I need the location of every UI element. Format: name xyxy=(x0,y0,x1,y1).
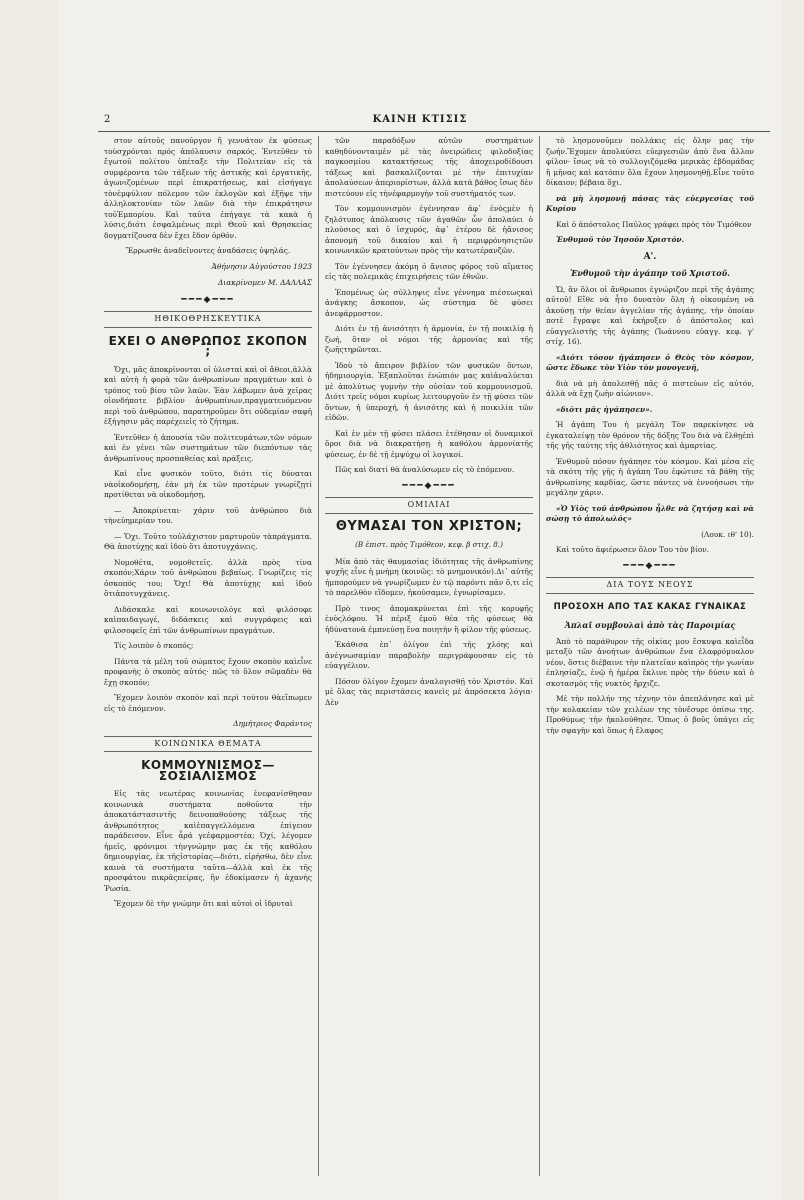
article-paragraph: Ἐπομένως ὡς σύλληψις εἶνε γέννημα πιέσεωςκαὶ ἀνάγκης ἄσκοπον, ὡς σύστημα δὲ φύσει ἀνεφάρμοστον. xyxy=(325,287,533,318)
article-paragraph: Νομοθέτα, νομοθετεῖς. ἀλλὰ πρὸς τίνα σκοπόν;Χάριν τοῦ ἀνθρώπου βεβαίως. Γνωρίζεις τίς ὁσκοπός του; Ὄχι! Θὰ ἀποτύχῃς καὶ ἰδοὺ ὅτιἀποτυγχάνεις. xyxy=(104,557,312,598)
article-headline: ΘΥΜΑΣΑΙ ΤΟΝ ΧΡΙΣΤΟΝ; xyxy=(335,518,523,534)
article-paragraph: Πῶς καὶ διατί θὰ ἀναλύσωμεν εἰς τὸ ἑπόμενον. xyxy=(335,465,515,474)
column-divider xyxy=(539,136,540,1176)
signature: Διακρίνομεν Μ. ΔΑΛΛΑΣ xyxy=(217,278,312,287)
article-paragraph: Ἔχομεν δὲ τὴν γνώμην ὅτι καὶ αὐτοὶ οἱ ἱδρυταὶ xyxy=(114,899,293,908)
article-paragraph: — Ὄχι. Τοῦτο τοὐλάχιστον μαρτυροῦν τὰπράγματα. Θὰ ἀποτύχῃς καὶ ἰδοὺ ὅτι ἀποτυγχάνεις. xyxy=(104,531,312,551)
running-header xyxy=(70,112,770,130)
scripture-reference: (Β ἐπιστ. πρὸς Τιμόθεον, κεφ. β στιχ. 8.) xyxy=(355,540,503,549)
ornament-divider: ━━━◆━━━ xyxy=(181,294,235,305)
emphasized-line: «Ὁ Υἱὸς τοῦ ἀνθρώπου ἦλθε νὰ ζητήσῃ καὶ νὰ σώσῃ τὸ ἀπολωλός» xyxy=(546,503,754,523)
article-paragraph: στον αὐτοῦς πανοῦργον ἤ γεννάτον ἐκ φύσεως τοὺσχρόνται πρός ἀπόλαυσιν σαρκός. Ἐντεῦθεν τὸ ἔγωτοῦ πολίτου ὑπέταξε τὴν Πολιτείαν εἰς τὰ συμφέροντα τῶν τάξεων τῆς ἀστικῆς καὶ ἐργατικῆς, ἀγωνιζομένων περὶ ἐπικρατήσεως, καὶ εἰσήγαγε τὸνἐμφύλιον πόλεμον τῶν ἐκλογῶν καὶ ἐξῆψε τὴν ἀλληλοκτονίαν τῶν λαῶν διὰ τὴν ἐπικράτησιν τοῦἘμπορίου. Καὶ ταῦτα ἐπήγαγε τὰ κακὰ ἡ λύσις,διότι ἐσφαλμένως περὶ Θεοῦ καὶ Θρησκείας δογματίζουσα δὲν ἔχει ἔδον ὀρθόν. xyxy=(104,136,312,240)
article-paragraph: Καὶ ὁ ἀπόστολος Παῦλος γράφει πρὸς τὸν Τιμόθεον xyxy=(556,219,752,229)
column-2 xyxy=(325,136,533,713)
article-paragraph: Ἐνθυμοῦ πόσον ἠγάπησε τὸν κόσμον. Καὶ μέσα εἰς τὰ σκότη τῆς γῆς ἡ ἀγάπη Του ἐφώτισε τὰ βάθη τῆς ἀνθρωπίνης καρδίας, ὥστε πάντες νὰ ἐννοήσωσι τὴν μεγάλην χάριν. xyxy=(546,456,754,497)
column-1 xyxy=(104,136,312,915)
article-paragraph: τὸ λησμονοῦμεν πολλάκις εἰς ὅλην μας τὴν ζωήν.Ἔχομεν ἀπολαύσει εὐεργεσιῶν ἀπὸ ἕνα ἄλλον φίλον· ἴσως νὰ τὸ συλλογιζόμεθα μερικὰς ἑβδομάδας ἢ μῆνας καὶ κατόπιν ὅλα ἔχουν λησμονηθῇ.Εἶνε τοῦτο δίκαιον; βέβαια ὄχι. xyxy=(546,136,754,187)
emphasized-line: «διότι μᾶς ἠγάπησεν». xyxy=(556,404,653,414)
article-headline: ΕΧΕΙ Ο ΑΝΘΡΩΠΟΣ ΣΚΟΠΟΝ ; xyxy=(108,333,308,358)
dateline: Ἀθήνησιν Αὐγούστου 1923 xyxy=(211,261,312,271)
article-paragraph: Ἡ ἀγάπη Του ἡ μεγάλη Τὸν παρεκίνησε νὰ ἐγκαταλείψῃ τὸν θρόνον τῆς δόξης Του διὰ νὰ ἔλθῃἐπὶ τῆς γῆς ταύτης τῆς ἀθλιότητος καὶ ἁμαρτίας. xyxy=(546,420,754,450)
scripture-reference: (Λουκ. ιθ' 10). xyxy=(701,529,754,539)
column-3 xyxy=(546,136,754,741)
article-paragraph: — Ἀποκρίνεται· χάριν τοῦ ἀνθρώπου διὰ τὴνεὐημερίαν του. xyxy=(104,505,312,525)
subheading: Ἁπλαῖ συμβουλαὶ ἀπὸ τὰς Παροιμίας xyxy=(564,620,736,630)
article-paragraph: Ἀπὸ τὸ παράθυρον τῆς οἰκίας μου ἔσκυψα καὶεἶδα μεταξὺ τῶν ἀνοήτων ἀνθρώπων ἕνα ἐλαφρόμυαλον νέον, ὅστις διέβαινε τὴν πλατεῖαν καὶπρὸς τὴν γωνίαν ἐπλησίαζε, ἐνῷ ἡ ἡμέρα ἔκλινε πρὸς τὴν δύσιν καὶ ὁ σκοτασμὸς τῆς νυκτὸς ἤρχιζε. xyxy=(546,636,754,688)
article-paragraph: Καὶ εἶνε φυσικὸν τοῦτο, διότι τίς δύναται νὰοἰκοδομήσῃ, ἐὰν μὴ ἐκ τῶν προτέρων γνωρίζῃτί προτίθεται νὰ οἰκοδομήσῃ. xyxy=(104,469,312,499)
article-paragraph: Καὶ τοῦτο ἀφιέρωσεν ὅλον Του τὸν βίον. xyxy=(556,545,710,554)
emphasized-line: νὰ μὴ λησμονῇ πάσας τὰς εὐεργεσίας τοῦ Κυρίου xyxy=(546,193,754,213)
article-paragraph: Ἐντεῦθεν ἡ ἀπουσία τῶν πολιτευμάτων,τῶν νόμων καὶ ἐν γένει τῶν συστημάτων τῶν διεπόντων τὰς ἀνθρωπίνους προσπαθείας καὶ πράξεις. xyxy=(104,432,312,463)
article-paragraph: Μὲ τὴν πολλήν της τέχνην τὸν ἀπεπλάνησε καὶ μὲ τὴν κολακείαν τῶν χειλέων της τὸνἔσυρε ὀπίσω της. Προθύμως τὴν ἠκολούθησε. Ὅπως ὁ βοῦς ὑπάγει εἰς τὴν σφαγὴν καὶ ὅπως ἡ ἔλαφος xyxy=(546,694,754,735)
article-paragraph: Ἐκάθισα ἐπ᾿ ὀλίγον ἐπὶ τῆς χλόης καὶ ἀνέγνωσαμίαν παραβολὴν περιγράφουσαν εἰς τὸ εὐαγγέλιον. xyxy=(325,640,533,670)
section-heading: ΟΜΙΛΙΑΙ xyxy=(325,497,533,514)
article-paragraph: Εἰς τὰς νεωτέρας κοινωνίας ἐνεφανίσθησαν κοινωνικὰ συστήματα ποθοῦντα τὴν ἀποκατάστασιντῆς δεινοπαθούσης τάξεως τῆς ἀνθρωπότητος καὶἐπαγγελλόμενα ἐπίγειον παράδεισον. Εἶνε ἆρά γεἐφαρμοστέα; Ὀχί, λέγομεν ἡμεῖς, φρόνιμοι τὴνγνώμην μας ἐκ τῆς καθόλου δημιουργίας, ἐκ τῆςἱστορίας—διότι, εἰρήσθω, δὲν εἶνε καινὰ τὰ συστήματα ταῦτα—ἀλλὰ καὶ ἐκ τῆς προσφάτου πικρᾶςπείρας, ἣν ἐδοκίμασεν ἡ ἀχανὴς Ῥωσία. xyxy=(104,789,312,893)
article-paragraph: Τίς λοιπὸν ὁ σκοπός; xyxy=(114,641,194,650)
article-paragraph: Πόσον ὀλίγον ἔχομεν ἀναλογισθῇ τὸν Χριστόν. Καὶ μὲ ὅλας τὰς περιστάσεις κανεὶς μὲ ἀπρόσεκτα λόγια· Δὲν xyxy=(325,676,533,707)
ornament-divider: ━━━◆━━━ xyxy=(402,480,456,491)
article-paragraph: Μία ἀπὸ τὰς θαυμασίας ἰδιότητας τῆς ἀνθρωπίνης ψυχῆς εἶνε ἡ μνήμη (κοινῶς: τὸ μνημονικόν).Δι᾿ αὐτῆς ἠμπορούμεν νὰ γνωρίζωμεν ἐν τῷ παρόντι πᾶν ὅ,τι εἰς τὸ παρελθὸν εἴδομεν, ἠκούσαμεν, ἐγνωρίσαμεν. xyxy=(325,556,533,597)
article-paragraph: Πρὸ τινος ἀπομακρύνεται ἐπὶ τῆς κορυφῆς ἑνὸςλόφου. Ἡ πέριξ ἐμοῦ θέα τῆς φύσεως θὰ ἠδύνατονὰ ἐμπνεύσῃ ἕνα ποιητὴν ἢ φίλον τῆς φύσεως. xyxy=(325,603,533,634)
subheading: Ἐνθυμοῦ τὴν ἀγάπην τοῦ Χριστοῦ. xyxy=(570,268,730,278)
article-paragraph: διὰ νὰ μὴ ἀπολεσθῇ πᾶς ὁ πιστεύων εἰς αὐτόν, ἀλλὰ νὰ ἔχῃ ζωὴν αἰώνιον». xyxy=(546,378,754,398)
article-paragraph: Ὄχι, μᾶς ἀποκρίνονται οἱ ὑλισταὶ καὶ οἱ ἄθεοι,ἀλλὰ καὶ αὐτὴ ἡ φορὰ τῶν ἀνθρωπίνων πραγμάτων καὶ ὁ τρόπος τοῦ βίου τῶν λαῶν. Ἐὰν λάβωμεν ἀνὰ χεῖρας οἱονδήποτε βιβλίον ἀνθρωπίνων,πραγματευόμενον περὶ τοῦ ἀνθρώπου, παρατηροῦμεν ὅτι οὐδεμίαν σαφῆ ἐξήγησιν μᾶς παρέχειεἰς τὸ ζήτημα. xyxy=(104,364,312,426)
page-number: 2 xyxy=(104,114,112,125)
section-heading: ΚΟΙΝΩΝΙΚΑ ΘΕΜΑΤΑ xyxy=(104,736,312,753)
article-paragraph: τῶν παραδόξων αὐτῶν συστημάτων καθηδύνονταιμὲν μὲ τὰς ὀνειρώδεις φιλοδοξίας παγκοσμίου κατακτήσεως τῆς ἀποχειροδίδουσι τάξεως καὶ βασκαλίζονται μὲ τὴν ἐπιτυχίαν ἀπολαύσεων ἀπεριορίστων, ἀλλὰ κατὰ βάθος ἴσως δὲν πιστεύουν εἰς τὴνἐφαρμογὴν τοῦ συστήματός των. xyxy=(325,136,533,198)
article-headline: ΠΡΟΣΟΧΗ ΑΠΟ ΤΑΣ ΚΑΚΑΣ ΓΥΝΑΙΚΑΣ xyxy=(553,601,747,612)
section-numeral: Α'. xyxy=(643,251,657,262)
article-paragraph: Καὶ ἐν μὲν τῇ φύσει πλάσει ἐτέθησαν οἱ δυναμικοὶ ὅροι διὰ νὰ διακρατήσῃ ἡ καθόλου ἁρμονίατῆς φύσεως, ἐν δὲ τῇ ἐμψύχῳ οἱ λογικοί. xyxy=(325,428,533,459)
ornament-divider: ━━━◆━━━ xyxy=(623,560,677,571)
column-divider xyxy=(318,136,319,1176)
article-paragraph: Ἔχομεν λοιπὸν σκοπὸν καὶ περὶ τούτου θὰεἴπωμεν εἰς τὸ ἑπόμενον. xyxy=(104,693,312,713)
article-paragraph: Πάντα τὰ μέλη τοῦ σώματος ἔχουν σκοπὸν καὶεἶνε προφανὴς ὁ σκοπὸς αὐτός· πῶς τὸ ὅλον σῶμαδὲν θὰ ἔχῃ σκοπόν; xyxy=(104,656,312,687)
article-paragraph: Ἰδοὺ τὸ ἄπειρον βιβλίον τῶν φυσικῶν ὄντων, ἡδημιουργία. Ἐξαπλοῦται ἐνώπιόν μας καὶἀναλύεται μὲ ἀπολύτως γυμνὴν τὴν οὐσίαν τοῦ κομμουνισμοῦ. Διότι τρεῖς νόμοι κυρίως λειτουργοῦν ἐν τῇ φύσει τῶν ὄντων, ἡ ὑπεροχή, ἡ ἀνισότης καὶ ἡ ποικιλία τῶν εἰδῶν. xyxy=(325,360,533,422)
article-paragraph: Τὸν κομμουνισμὸν ἐγέννησαν ἀφ᾿ ἑνὸςμὲν ἡ ζηλότυπος ἀπόλαυσις τῶν ἀγαθῶν ὧν ἀπολαύει ὁ πλούσιος καὶ ὁ ἰσχυρός, ἀφ᾿ ἑτέρου δὲ ἡἄνισος ἀπονομὴ τοῦ δικαίου καὶ ἡ περιφρόνησιςτῶν κοινωνικῶν κρατούντων πρὸς τὴν κατωτέρανζῶν. xyxy=(325,204,533,255)
emphasized-line: Ἐνθυμοῦ τὸν Ἰησοῦν Χριστόν. xyxy=(556,235,685,244)
header-rule xyxy=(98,131,770,132)
emphasized-line: «Διότι τόσον ἠγάπησεν ὁ Θεὸς τὸν κόσμον, ὥστε ἔδωκε τὸν Υἱὸν τὸν μονογενῆ, xyxy=(546,352,754,372)
article-paragraph: Διδάσκαλε καὶ κοινωνιολόγε καὶ φιλόσοφε καὶπαιδαγωγέ, διδάσκεις καὶ συγγράφεις καὶ φιλοσοφεῖς ἐπὶ τῶν ἀνθρωπίνων πραγμάτων. xyxy=(104,604,312,635)
signature: Δημήτριος Φαράντος xyxy=(233,719,312,728)
publication-title: ΚΑΙΝΗ ΚΤΙΣΙΣ xyxy=(372,114,468,125)
section-heading: ΔΙΑ ΤΟΥΣ ΝΕΟΥΣ xyxy=(546,577,754,594)
section-heading: ΗΘΙΚΟΘΡΗΣΚΕΥΤΙΚΑ xyxy=(104,311,312,328)
article-paragraph: Διότι ἐν τῇ ἀνισότητι ἡ ἁρμονία, ἐν τῇ ποικιλίᾳ ἡ ζωή, ὅταν οἱ νόμοι τῆς ἁρμονίας καὶ τῆς ζωῆςτηρῶνται. xyxy=(325,324,533,354)
article-headline: ΚΟΜΜΟΥΝΙΣΜΟΣ—ΣΟΣΙΑΛΙΣΜΟΣ xyxy=(141,758,275,783)
article-paragraph: Τὸν ἐγέννησεν ἀκόμη ὁ ἄνισος φόρος τοῦ αἵματος εἰς τὰς πολεμικὰς ἐπιχειρήσεις τῶν ἐθνῶν. xyxy=(325,261,533,281)
closing-line: Ἔρρωσθε ἀναδεῖνοντες ἀναδάσεις ὑψηλάς. xyxy=(125,246,291,255)
article-paragraph: Ὤ, ἂν ὅλοι οἱ ἄνθρωποι ἐγνώριζον περὶ τῆς ἀγάπης αὐτοῦ! Εἴθε νὰ ἦτο δυνατὸν ὅλη ἡ οἰκουμένη νὰ ἀκούσῃ τὴν θείαν ἀγγελίαν τῆς ἀγάπης, τὴν ὁποίαν ποτὲ ἔγραψε καὶ ἐκήρυξεν ὁ ἀπόστολος καὶ εὐαγγελιστὴς τῆς ἀγάπης (Ἰωάννου εὐαγγ. κεφ. γ' στίχ. 16). xyxy=(546,284,754,346)
